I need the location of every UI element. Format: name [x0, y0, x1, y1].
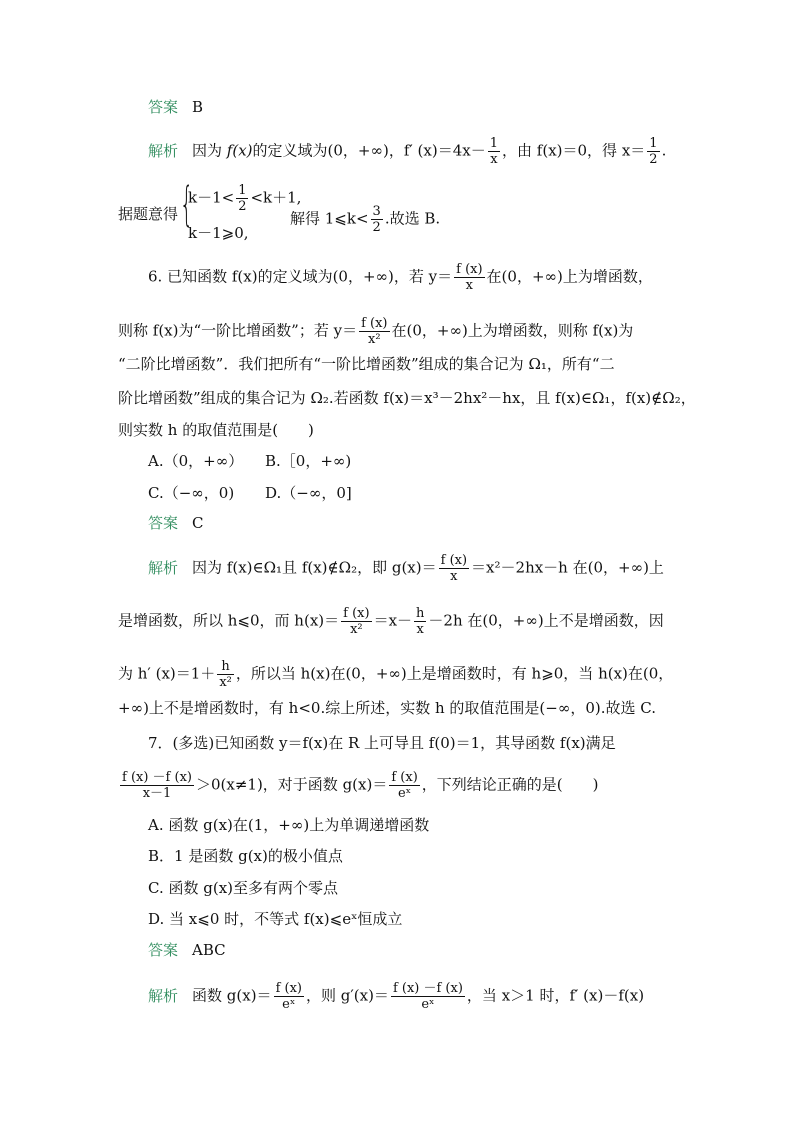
answer-value: C	[192, 514, 204, 532]
analysis-7-line-1: 解析 函数 g(x)＝ $\frac{f (x)}{\text{eˣ}}$ ，则 g′(x)＝ $\frac{f (x) -f (x)}{\text{eˣ}}$ ，当 x＞1 时，f′ (x)－f(x)	[148, 981, 645, 1012]
answer-value: ABC	[192, 941, 226, 959]
answer-value: B	[192, 98, 204, 116]
fraction-3-over-2: $\frac{3}{2}$	[372, 204, 381, 235]
question-6-line-4: 阶比增函数”组成的集合记为 Ω₂.若函数 f(x)＝x³－2hx²－hx，且 f(x)∈Ω₁，f(x)∉Ω₂，	[118, 389, 696, 407]
option-7d: D. 当 x⩽0 时，不等式 f(x)⩽eˣ恒成立	[148, 910, 403, 928]
fraction-fx-over-x: $\frac{f (x)}{x}$	[456, 262, 483, 293]
option-6a: A.（0，+∞）	[148, 452, 244, 470]
question-6-line-1: 6. 已知函数 f(x)的定义域为(0，+∞)，若 y＝ $\frac{f (x)}{x}$ 在(0，+∞)上为增函数，	[148, 262, 653, 293]
fraction-difference-over-x-minus-1: $\frac{f (x) -f (x)}{x-1}$	[122, 770, 192, 801]
fraction-fx-over-ex: $\frac{f (x)}{\text{eˣ}}$	[275, 981, 302, 1012]
analysis-label: 解析	[148, 558, 179, 577]
option-6b: B.［0，+∞)	[265, 452, 352, 470]
option-6c: C.（−∞，0)	[148, 484, 235, 502]
fraction-h-over-x: $\frac{h}{x}$	[416, 606, 425, 637]
answer-5	[148, 97, 203, 117]
fraction-1-over-2: $\frac{1}{2}$	[649, 136, 658, 167]
analysis-5-line-1: 解析 因为 f(x)的定义域为(0，+∞)，f′ (x)＝4x－ $\frac{1}{x}$ ，由 f(x)＝0，得 x＝ $\frac{1}{2}$ .	[148, 136, 667, 167]
fraction-h-over-x2: $\frac{h}{\text{x²}}$	[219, 659, 232, 690]
answer-label: 答案	[148, 98, 179, 116]
question-7-line-2: $\frac{f (x) -f (x)}{x-1}$ ＞0(x≠1)，对于函数 g(x)＝ $\frac{f (x)}{\text{eˣ}}$ ，下列结论正确的是( )	[122, 770, 599, 801]
fraction-fx-over-ex: $\frac{f (x)}{\text{eˣ}}$	[391, 770, 418, 801]
fraction-fx-over-x2: $\frac{f (x)}{\text{x²}}$	[361, 316, 388, 347]
analysis-6-line-2: 是增函数，所以 h⩽0，而 h(x)＝ $\frac{f (x)}{\text{x²}}$ ＝x－ $\frac{h}{x}$ －2h 在(0，+∞)上不是增函数，因	[118, 606, 664, 637]
brace-symbol: {	[180, 177, 194, 231]
analysis-label: 解析	[148, 986, 179, 1005]
answer-label: 答案	[148, 514, 179, 532]
analysis-6-line-4: +∞)上不是增函数时，有 h<0.综上所述，实数 h 的取值范围是(−∞，0).故选 C.	[118, 699, 656, 717]
question-7-line-1: 7．(多选)已知函数 y＝f(x)在 R 上可导且 f(0)＝1，其导函数 f(x)满足	[148, 734, 616, 752]
system-line-1: k－1< $\frac{1}{2}$ <k＋1,	[188, 183, 302, 214]
fraction-fx-over-x: $\frac{f (x)}{x}$	[440, 553, 468, 584]
option-6d: D.（−∞，0]	[265, 484, 352, 502]
answer-label: 答案	[148, 941, 179, 959]
question-6-line-5: 则实数 h 的取值范围是( )	[118, 421, 314, 439]
option-7b: B．1 是函数 g(x)的极小值点	[148, 847, 343, 865]
answer-6	[148, 513, 204, 533]
fraction-1-over-x: $\frac{1}{x}$	[489, 136, 499, 167]
analysis-6-line-1: 解析 因为 f(x)∈Ω₁且 f(x)∉Ω₂，即 g(x)＝ $\frac{f (x)}{x}$ ＝x²－2hx－h 在(0，+∞)上	[148, 553, 664, 584]
question-6-line-2: 则称 f(x)为“一阶比增函数”；若 y＝ $\frac{f (x)}{\text{x²}}$ 在(0，+∞)上为增函数，则称 f(x)为	[118, 316, 634, 347]
question-6-line-3: “二阶比增函数”．我们把所有“一阶比增函数”组成的集合记为 Ω₁，所有“二	[118, 355, 615, 373]
answer-7	[148, 940, 226, 960]
system-line-2: k－1⩾0,	[188, 224, 249, 242]
fraction-1-over-2: $\frac{1}{2}$	[238, 183, 247, 214]
system-prefix: 据题意得	[118, 205, 179, 223]
option-7a: A. 函数 g(x)在(1，+∞)上为单调递增函数	[148, 816, 430, 834]
option-7c: C. 函数 g(x)至多有两个零点	[148, 879, 339, 897]
analysis-label: 解析	[148, 141, 179, 160]
fraction-derivative-over-ex: $\frac{f (x) -f (x)}{\text{eˣ}}$	[392, 981, 463, 1012]
analysis-6-line-3: 为 h′ (x)＝1＋ $\frac{h}{\text{x²}}$ ，所以当 h(x)在(0，+∞)上是增函数时，有 h⩾0，当 h(x)在(0，	[118, 659, 674, 690]
system-result: 解得 1⩽k< $\frac{3}{2}$ .故选 B.	[290, 204, 441, 235]
fraction-fx-over-x2: $\frac{f (x)}{\text{x²}}$	[343, 606, 370, 637]
